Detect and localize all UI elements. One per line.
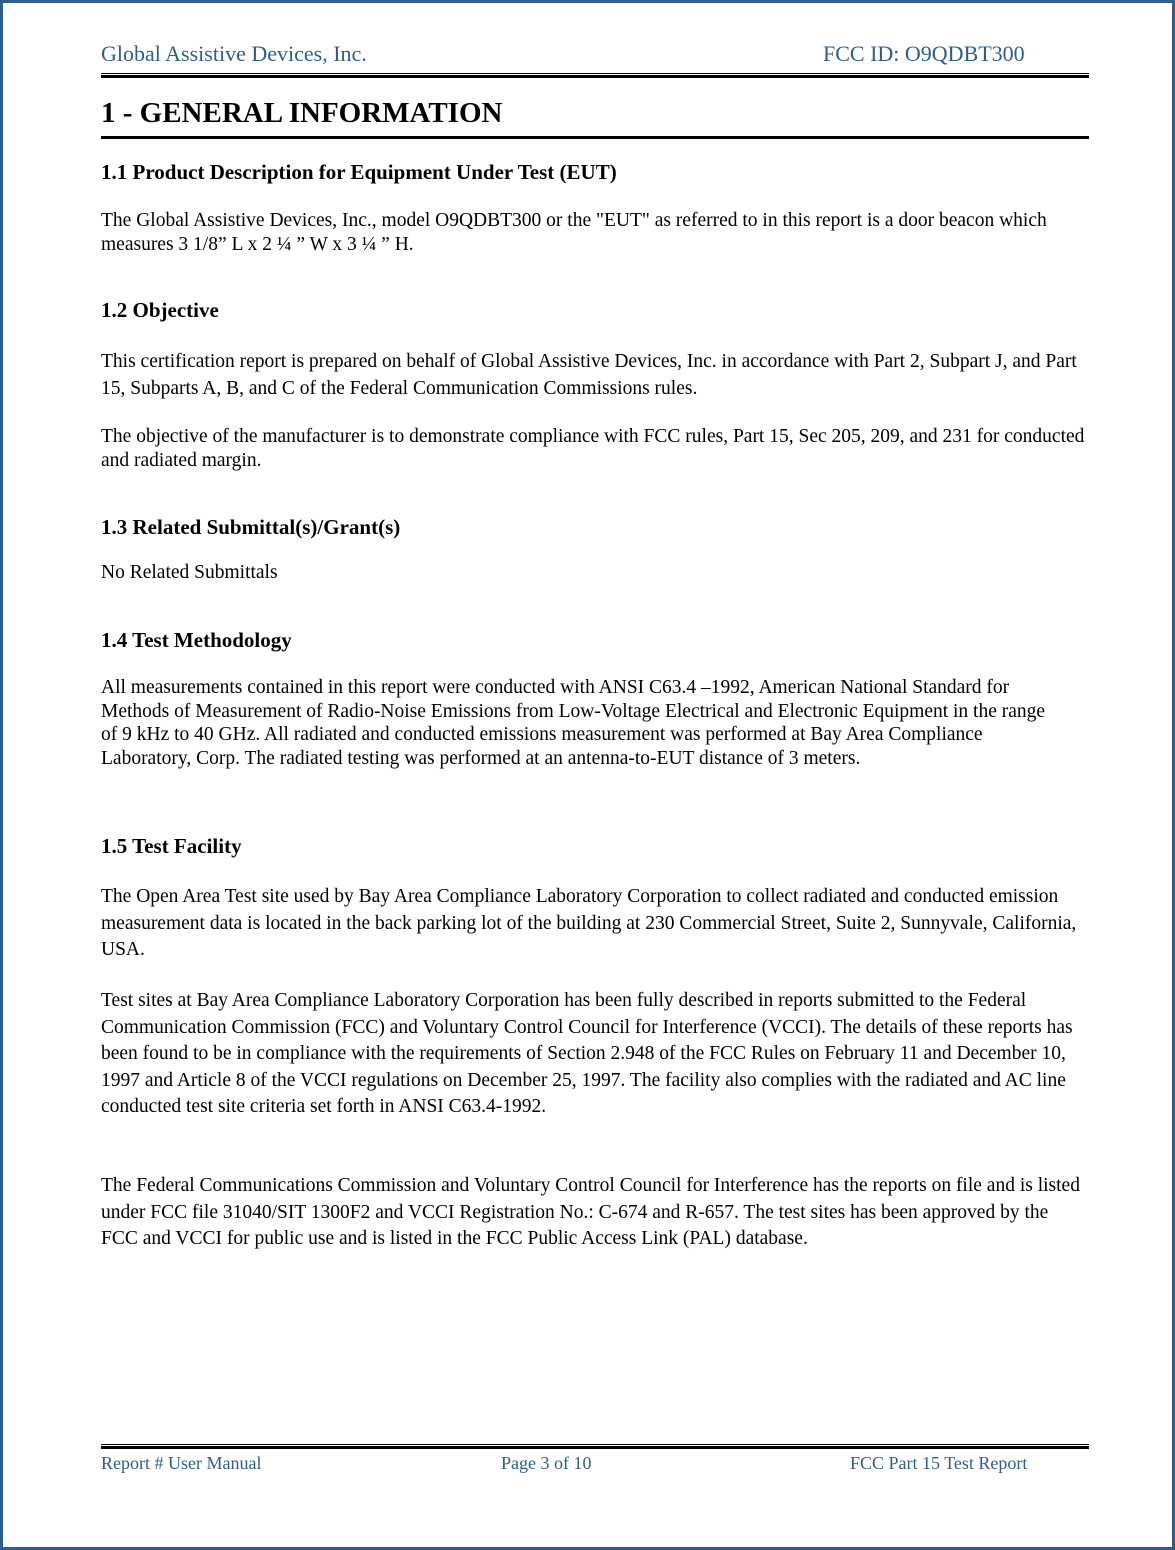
footer-page-number: Page 3 of 10 <box>501 1453 592 1473</box>
paragraph-objective-2: The objective of the manufacturer is to demonstrate compliance with FCC rules, Part 15, Sec 205, 209, and 231 for conducted and radiated margin. <box>101 426 1085 471</box>
heading-test-methodology: 1.4 Test Methodology <box>101 628 292 652</box>
header-fcc-id: FCC ID: O9QDBT300 <box>823 41 1025 66</box>
header-rule <box>101 73 1089 78</box>
paragraph-test-facility-2: Test sites at Bay Area Compliance Laboratory Corporation has been fully described in reports submitted to the Federal Communication Commission (FCC) and Voluntary Control Council for Interference (VCCI). The details of these reports has been found to be in compliance with the requirements of Section 2.948 of the FCC Rules on February 11 and December 10, 1997 and Article 8 of the VCCI regulations on December 25, 1997. The facility also complies with the radiated and AC line conducted test site criteria set forth in ANSI C63.4-1992. <box>101 990 1073 1118</box>
footer-report-type: FCC Part 15 Test Report <box>850 1453 1028 1473</box>
heading-product-description: 1.1 Product Description for Equipment Under Test (EUT) <box>101 160 617 184</box>
footer-report-number: Report # User Manual <box>101 1453 262 1473</box>
header-company: Global Assistive Devices, Inc. <box>101 41 367 66</box>
footer-rule <box>101 1444 1089 1449</box>
page-footer <box>101 1453 1089 1477</box>
paragraph-objective-1: This certification report is prepared on behalf of Global Assistive Devices, Inc. in accordance with Part 2, Subpart J, and Part 15, Subparts A, B, and C of the Federal Communication Commissions rules. <box>101 351 1077 399</box>
paragraph-test-methodology: All measurements contained in this report were conducted with ANSI C63.4 –1992, American National Standard for Methods of Measurement of Radio-Noise Emissions from Low-Voltage Electrical and Electronic Equipment in the range of 9 kHz to 40 GHz. All radiated and conducted emissions measurement was performed at Bay Area Compliance Laboratory, Corp. The radiated testing was performed at an antenna-to-EUT distance of 3 meters. <box>101 677 1046 769</box>
section-title: 1 - GENERAL INFORMATION <box>101 97 503 129</box>
section-title-rule <box>101 136 1089 139</box>
heading-test-facility: 1.5 Test Facility <box>101 834 242 858</box>
heading-related-submittals: 1.3 Related Submittal(s)/Grant(s) <box>101 515 401 539</box>
page-header <box>101 41 1089 75</box>
paragraph-test-facility-1: The Open Area Test site used by Bay Area Compliance Laboratory Corporation to collect radiated and conducted emission measurement data is located in the back parking lot of the building at 230 Commercial Street, Suite 2, Sunnyvale, California, USA. <box>101 886 1077 960</box>
heading-objective: 1.2 Objective <box>101 298 219 322</box>
paragraph-product-description: The Global Assistive Devices, Inc., model O9QDBT300 or the "EUT" as referred to in this report is a door beacon which measures 3 1/8” L x 2 ¼ ” W x 3 ¼ ” H. <box>101 210 1047 255</box>
paragraph-test-facility-3: The Federal Communications Commission and Voluntary Control Council for Interference has the reports on file and is listed under FCC file 31040/SIT 1300F2 and VCCI Registration No.: C-674 and R-657. The test sites has been approved by the FCC and VCCI for public use and is listed in the FCC Public Access Link (PAL) database. <box>101 1175 1080 1250</box>
paragraph-related-submittals: No Related Submittals <box>101 562 278 583</box>
